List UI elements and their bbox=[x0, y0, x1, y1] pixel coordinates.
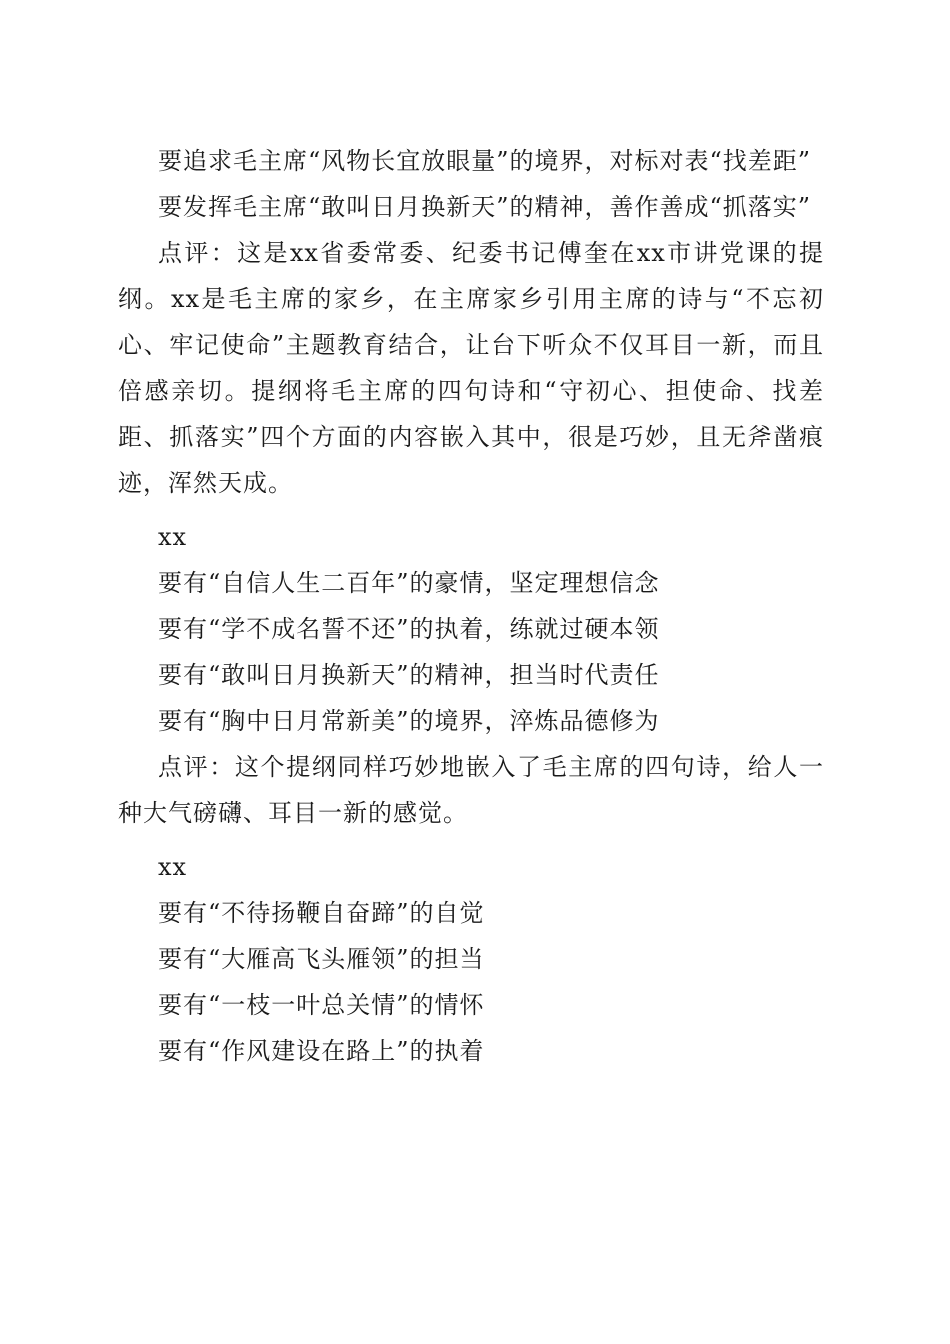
paragraph-outline-5: 要有“敢叫日月换新天”的精神，担当时代责任 bbox=[158, 661, 660, 689]
section-heading-1: xx bbox=[158, 523, 188, 551]
paragraph-outline-2: 要发挥毛主席“敢叫日月换新天”的精神，善作善成“抓落实” bbox=[158, 193, 812, 221]
paragraph-outline-10: 要有“作风建设在路上”的执着 bbox=[158, 1037, 485, 1065]
paragraph-outline-8: 要有“大雁高飞头雁领”的担当 bbox=[158, 945, 485, 973]
section-heading-2: xx bbox=[158, 853, 188, 881]
paragraph-outline-9: 要有“一枝一叶总关情”的情怀 bbox=[158, 991, 485, 1019]
paragraph-comment-2: 点评：这个提纲同样巧妙地嵌入了毛主席的四句诗，给人一种大气磅礴、耳目一新的感觉。 bbox=[118, 753, 824, 827]
paragraph-outline-1: 要追求毛主席“风物长宜放眼量”的境界，对标对表“找差距” bbox=[158, 147, 812, 175]
paragraph-outline-4: 要有“学不成名誓不还”的执着，练就过硬本领 bbox=[158, 615, 660, 643]
paragraph-comment-1: 点评：这是xx省委常委、纪委书记傅奎在xx市讲党课的提纲。xx是毛主席的家乡，在主席家乡引用主席的诗与“不忘初心、牢记使命”主题教育结合，让台下听众不仅耳目一新，而且倍感亲切。提纲将毛主席的四句诗和“守初心、担使命、找差距、抓落实”四个方面的内容嵌入其中，很是巧妙，且无斧凿痕迹，浑然天成。 bbox=[118, 239, 824, 497]
document-body bbox=[118, 138, 824, 1074]
paragraph-outline-3: 要有“自信人生二百年”的豪情，坚定理想信念 bbox=[158, 569, 660, 597]
paragraph-outline-7: 要有“不待扬鞭自奋蹄”的自觉 bbox=[158, 899, 485, 927]
paragraph-outline-6: 要有“胸中日月常新美”的境界，淬炼品德修为 bbox=[158, 707, 660, 735]
